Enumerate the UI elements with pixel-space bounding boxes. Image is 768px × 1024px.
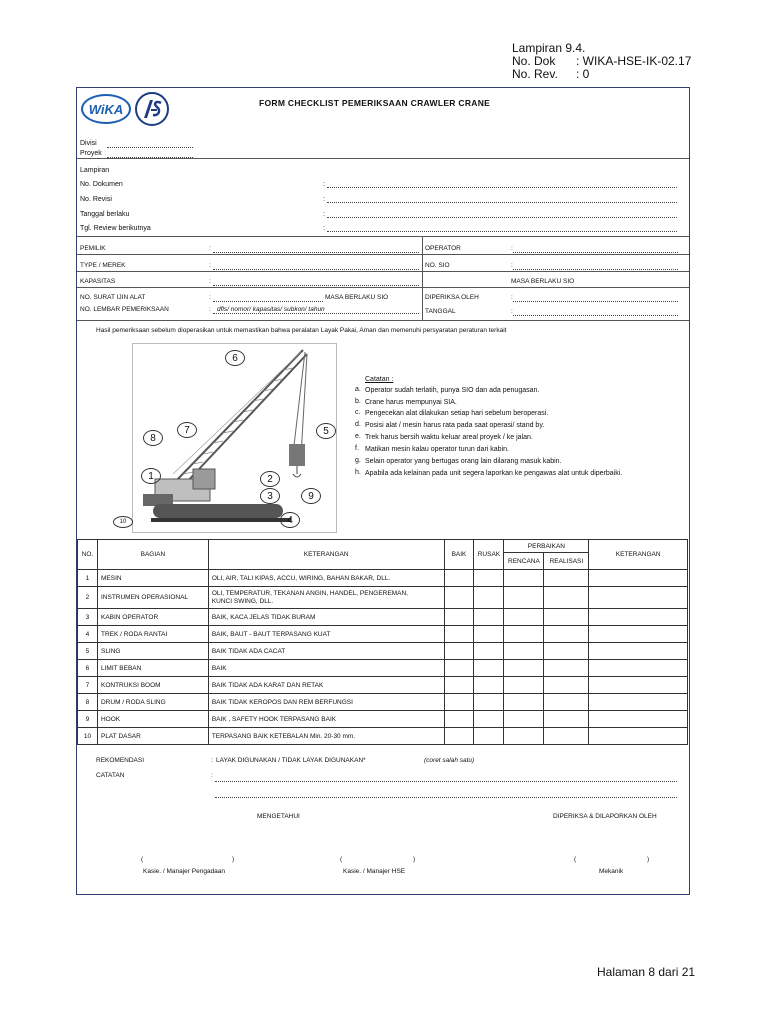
note-text: Apabila ada kelainan pada unit segera laporkan ke pengawas alat untuk diperbaiki. bbox=[365, 470, 623, 477]
crane-label-3: 3 bbox=[260, 488, 280, 504]
divisi-field[interactable] bbox=[107, 147, 193, 148]
intro-text: Hasil pemeriksaan sebelum dioperasikan untuk memastikan bahwa peralatan Layak Pakai, Aman dan memenuhi persyaratan peraturan terkait bbox=[96, 327, 507, 334]
table-row bbox=[78, 694, 688, 711]
note-text: Crane harus mempunyai SIA. bbox=[365, 399, 457, 406]
col-baik-header: BAIK bbox=[444, 540, 474, 570]
baik-cell[interactable] bbox=[444, 677, 474, 694]
paren-open: ( bbox=[141, 856, 144, 863]
tgl-review-label: Tgl. Review berikutnya bbox=[80, 225, 151, 232]
type-merek-field[interactable] bbox=[213, 269, 419, 270]
tanggal-field[interactable] bbox=[513, 315, 678, 316]
colon: : bbox=[511, 294, 513, 301]
note-text: Matikan mesin kalau operator turun dari kabin. bbox=[365, 446, 509, 453]
note-key: f. bbox=[355, 445, 359, 452]
row-bagian: HOOK bbox=[97, 711, 208, 728]
no-revisi-field[interactable] bbox=[327, 202, 677, 203]
rusak-cell[interactable] bbox=[474, 660, 504, 677]
row-no: 3 bbox=[78, 609, 98, 626]
rencana-cell[interactable] bbox=[504, 694, 544, 711]
note-text: Operator sudah terlatih, punya SIO dan ada penugasan. bbox=[365, 387, 540, 394]
realisasi-cell[interactable] bbox=[544, 660, 589, 677]
col-perbaikan-header: PERBAIKAN bbox=[504, 540, 589, 553]
col-rencana-header: RENCANA bbox=[504, 553, 544, 570]
row-no: 1 bbox=[78, 570, 98, 587]
form-title: FORM CHECKLIST PEMERIKSAAN CRAWLER CRANE bbox=[259, 98, 491, 108]
baik-cell[interactable] bbox=[444, 728, 474, 745]
norev-label: No. Rev. bbox=[512, 67, 558, 81]
row-no: 4 bbox=[78, 626, 98, 643]
diperiksa-oleh-label: DIPERIKSA OLEH bbox=[425, 294, 479, 301]
baik-cell[interactable] bbox=[444, 660, 474, 677]
rekomendasi-label: REKOMENDASI bbox=[96, 757, 145, 764]
col-no-header: NO. bbox=[78, 540, 98, 570]
baik-cell[interactable] bbox=[444, 626, 474, 643]
colon: : bbox=[323, 181, 325, 188]
keterangan-cell[interactable] bbox=[589, 609, 688, 626]
rekomendasi-value[interactable]: LAYAK DIGUNAKAN / TIDAK LAYAK DIGUNAKAN* bbox=[216, 757, 366, 764]
rusak-cell[interactable] bbox=[474, 677, 504, 694]
note-text: Trek harus bersih waktu keluar areal proyek / ke jalan. bbox=[365, 434, 533, 441]
page-number: Halaman 8 dari 21 bbox=[597, 965, 696, 979]
crane-label-9: 9 bbox=[301, 488, 321, 504]
signature-hse: Kasie. / Manajer HSE bbox=[343, 868, 406, 875]
note-text: Posisi alat / mesin harus rata pada saat operasi/ stand by. bbox=[365, 422, 545, 429]
masa-berlaku-label: MASA BERLAKU SIO bbox=[325, 294, 389, 301]
row-no: 9 bbox=[78, 711, 98, 728]
crawler-crane-icon bbox=[133, 344, 337, 533]
diperiksa-oleh-field[interactable] bbox=[513, 301, 678, 302]
kapasitas-label: KAPASITAS bbox=[80, 278, 116, 285]
no-dokumen-field[interactable] bbox=[327, 187, 677, 188]
table-row bbox=[78, 643, 688, 660]
table-row bbox=[78, 570, 688, 587]
keterangan-cell[interactable] bbox=[589, 728, 688, 745]
proyek-label: Proyek bbox=[80, 150, 102, 157]
hs-logo-icon bbox=[135, 92, 169, 126]
realisasi-cell[interactable] bbox=[544, 609, 589, 626]
masa-berlaku-sio-label: MASA BERLAKU SIO bbox=[511, 278, 575, 285]
crane-label-6: 6 bbox=[225, 350, 245, 366]
rencana-cell[interactable] bbox=[504, 609, 544, 626]
colon: : bbox=[211, 757, 213, 764]
no-revisi-label: No. Revisi bbox=[80, 196, 112, 203]
colon: : bbox=[209, 278, 211, 285]
colon: : bbox=[323, 225, 325, 232]
note-key: h. bbox=[355, 469, 361, 476]
mengetahui-label: MENGETAHUI bbox=[257, 813, 300, 820]
paren-close: ) bbox=[647, 856, 650, 863]
table-row bbox=[78, 587, 688, 609]
keterangan-cell[interactable] bbox=[589, 677, 688, 694]
realisasi-cell[interactable] bbox=[544, 570, 589, 587]
rencana-cell[interactable] bbox=[504, 570, 544, 587]
row-bagian: SLING bbox=[97, 643, 208, 660]
row-keterangan: BAIK TIDAK ADA CACAT bbox=[208, 643, 444, 660]
lampiran-number: Lampiran 9.4. bbox=[512, 41, 586, 55]
baik-cell[interactable] bbox=[444, 609, 474, 626]
note-text: Selain operator yang bertugas orang lain dilarang masuk kabin. bbox=[365, 458, 562, 465]
row-keterangan: BAIK TIDAK KEROPOS DAN REM BERFUNGSI bbox=[208, 694, 444, 711]
row-bagian: TREK / RODA RANTAI bbox=[97, 626, 208, 643]
table-row bbox=[78, 677, 688, 694]
baik-cell[interactable] bbox=[444, 694, 474, 711]
colon: : bbox=[511, 245, 513, 252]
crane-label-1: 1 bbox=[141, 468, 161, 484]
colon: : bbox=[511, 262, 513, 269]
note-key: e. bbox=[355, 433, 361, 440]
divider bbox=[77, 254, 689, 255]
no-sio-field[interactable] bbox=[513, 269, 678, 270]
note-key: c. bbox=[355, 409, 361, 416]
col-rusak-header: RUSAK bbox=[474, 540, 504, 570]
no-lembar-field[interactable] bbox=[213, 313, 419, 314]
tanggal-berlaku-label: Tanggal berlaku bbox=[80, 211, 130, 218]
catatan-title: Catatan : bbox=[365, 376, 394, 383]
coret-note: (coret salah satu) bbox=[424, 757, 475, 764]
row-bagian: LIMIT BEBAN bbox=[97, 660, 208, 677]
divider bbox=[77, 236, 689, 237]
rencana-cell[interactable] bbox=[504, 626, 544, 643]
baik-cell[interactable] bbox=[444, 643, 474, 660]
tanggal-label: TANGGAL bbox=[425, 308, 456, 315]
keterangan-cell[interactable] bbox=[589, 570, 688, 587]
rusak-cell[interactable] bbox=[474, 643, 504, 660]
rencana-cell[interactable] bbox=[504, 711, 544, 728]
table-row bbox=[78, 728, 688, 745]
rusak-cell[interactable] bbox=[474, 587, 504, 609]
no-dokumen-label: No. Dokumen bbox=[80, 181, 123, 188]
row-no: 2 bbox=[78, 587, 98, 609]
operator-label: OPERATOR bbox=[425, 245, 461, 252]
nodok-value: : WIKA-HSE-IK-02.17 bbox=[576, 54, 692, 68]
rusak-cell[interactable] bbox=[474, 626, 504, 643]
note-key: d. bbox=[355, 421, 361, 428]
realisasi-cell[interactable] bbox=[544, 626, 589, 643]
crane-label-7: 7 bbox=[177, 422, 197, 438]
catatan-field-2[interactable] bbox=[215, 797, 677, 798]
operator-field[interactable] bbox=[513, 252, 678, 253]
realisasi-cell[interactable] bbox=[544, 677, 589, 694]
row-keterangan: OLI, TEMPERATUR, TEKANAN ANGIN, HANDEL, PENGEREMAN, KUNCI SWING, DLL. bbox=[208, 587, 444, 609]
keterangan-cell[interactable] bbox=[589, 643, 688, 660]
crane-label-10: 10 bbox=[113, 516, 133, 528]
rencana-cell[interactable] bbox=[504, 643, 544, 660]
form-frame bbox=[76, 87, 690, 895]
rusak-cell[interactable] bbox=[474, 570, 504, 587]
catatan-field[interactable] bbox=[215, 781, 677, 782]
row-keterangan: BAIK , SAFETY HOOK TERPASANG BAIK bbox=[208, 711, 444, 728]
note-key: g. bbox=[355, 457, 361, 464]
rusak-cell[interactable] bbox=[474, 694, 504, 711]
row-bagian: KONTRUKSI BOOM bbox=[97, 677, 208, 694]
divider bbox=[77, 287, 689, 288]
signature-mekanik: Mekanik bbox=[599, 868, 624, 875]
paren-open: ( bbox=[574, 856, 577, 863]
divisi-label: Divisi bbox=[80, 140, 97, 147]
signature-pengadaan: Kasie. / Manajer Pengadaan bbox=[143, 868, 226, 875]
row-no: 6 bbox=[78, 660, 98, 677]
row-keterangan: BAIK, BAUT - BAUT TERPASANG KUAT bbox=[208, 626, 444, 643]
row-keterangan: BAIK, KACA JELAS TIDAK BURAM bbox=[208, 609, 444, 626]
type-merek-label: TYPE / MEREK bbox=[80, 262, 126, 269]
no-surat-label: NO. SURAT IJIN ALAT bbox=[80, 294, 146, 301]
divider bbox=[77, 158, 689, 159]
note-key: b. bbox=[355, 398, 361, 405]
crane-label-8: 8 bbox=[143, 430, 163, 446]
realisasi-cell[interactable] bbox=[544, 694, 589, 711]
document-header bbox=[512, 42, 691, 81]
diperiksa-label: DIPERIKSA & DILAPORKAN OLEH bbox=[553, 813, 657, 820]
colon: : bbox=[323, 196, 325, 203]
rencana-cell[interactable] bbox=[504, 677, 544, 694]
colon: : bbox=[323, 211, 325, 218]
colon: : bbox=[209, 294, 211, 301]
crane-label-5: 5 bbox=[316, 423, 336, 439]
colon: : bbox=[511, 308, 513, 315]
table-row bbox=[78, 609, 688, 626]
row-keterangan: BAIK bbox=[208, 660, 444, 677]
keterangan-cell[interactable] bbox=[589, 694, 688, 711]
paren-close: ) bbox=[413, 856, 416, 863]
colon: : bbox=[211, 772, 213, 779]
rencana-cell[interactable] bbox=[504, 660, 544, 677]
colon: : bbox=[209, 245, 211, 252]
keterangan-cell[interactable] bbox=[589, 711, 688, 728]
rencana-cell[interactable] bbox=[504, 587, 544, 609]
pemilik-field[interactable] bbox=[213, 252, 419, 253]
pemilik-label: PEMILIK bbox=[80, 245, 106, 252]
realisasi-cell[interactable] bbox=[544, 711, 589, 728]
divider bbox=[77, 271, 689, 272]
crane-label-4: 4 bbox=[280, 512, 300, 528]
row-bagian: KABIN OPERATOR bbox=[97, 609, 208, 626]
keterangan-cell[interactable] bbox=[589, 626, 688, 643]
checklist-table bbox=[77, 539, 688, 745]
col-keterangan-header: KETERANGAN bbox=[208, 540, 444, 570]
colon: : bbox=[209, 306, 211, 313]
row-no: 5 bbox=[78, 643, 98, 660]
table-row bbox=[78, 660, 688, 677]
row-no: 7 bbox=[78, 677, 98, 694]
wika-logo: WiKA bbox=[81, 94, 131, 124]
divider bbox=[77, 320, 689, 321]
row-keterangan: OLI, AIR, TALI KIPAS, ACCU, WIRING, BAHAN BAKAR, DLL. bbox=[208, 570, 444, 587]
row-bagian: INSTRUMEN OPERASIONAL bbox=[97, 587, 208, 609]
kapasitas-field[interactable] bbox=[213, 285, 419, 286]
colon: : bbox=[209, 262, 211, 269]
no-sio-label: NO. SIO bbox=[425, 262, 450, 269]
paren-open: ( bbox=[340, 856, 343, 863]
paren-close: ) bbox=[232, 856, 235, 863]
row-bagian: MESIN bbox=[97, 570, 208, 587]
nodok-label: No. Dok bbox=[512, 54, 556, 68]
divider bbox=[422, 236, 423, 320]
rencana-cell[interactable] bbox=[504, 728, 544, 745]
keterangan-cell[interactable] bbox=[589, 660, 688, 677]
row-bagian: PLAT DASAR bbox=[97, 728, 208, 745]
no-lembar-label: NO. LEMBAR PEMERIKSAAN bbox=[80, 306, 169, 313]
row-bagian: DRUM / RODA SLING bbox=[97, 694, 208, 711]
baik-cell[interactable] bbox=[444, 570, 474, 587]
row-no: 10 bbox=[78, 728, 98, 745]
note-text: Pengecekan alat dilakukan setiap hari sebelum beroperasi. bbox=[365, 410, 549, 417]
row-keterangan: TERPASANG BAIK KETEBALAN Min. 20-30 mm. bbox=[208, 728, 444, 745]
realisasi-cell[interactable] bbox=[544, 587, 589, 609]
tgl-review-field[interactable] bbox=[327, 231, 677, 232]
keterangan-cell[interactable] bbox=[589, 587, 688, 609]
table-row bbox=[78, 711, 688, 728]
catatan-label: CATATAN bbox=[96, 772, 125, 779]
rusak-cell[interactable] bbox=[474, 728, 504, 745]
row-no: 8 bbox=[78, 694, 98, 711]
col-bagian-header: BAGIAN bbox=[97, 540, 208, 570]
realisasi-cell[interactable] bbox=[544, 728, 589, 745]
rusak-cell[interactable] bbox=[474, 711, 504, 728]
no-surat-field[interactable] bbox=[213, 301, 323, 302]
note-key: a. bbox=[355, 386, 361, 393]
rusak-cell[interactable] bbox=[474, 609, 504, 626]
baik-cell[interactable] bbox=[444, 587, 474, 609]
crane-label-2: 2 bbox=[260, 471, 280, 487]
col-realisasi-header: REALISASI bbox=[544, 553, 589, 570]
norev-value: : 0 bbox=[576, 67, 590, 81]
tanggal-berlaku-field[interactable] bbox=[327, 217, 677, 218]
no-lembar-hint: dfls/ nomor/ kapasitas/ subkon/ tahun bbox=[217, 306, 325, 313]
row-keterangan: BAIK TIDAK ADA KARAT DAN RETAK bbox=[208, 677, 444, 694]
baik-cell[interactable] bbox=[444, 711, 474, 728]
lampiran-label: Lampiran bbox=[80, 167, 110, 174]
table-row bbox=[78, 626, 688, 643]
col-keterangan2-header: KETERANGAN bbox=[589, 540, 688, 570]
realisasi-cell[interactable] bbox=[544, 643, 589, 660]
